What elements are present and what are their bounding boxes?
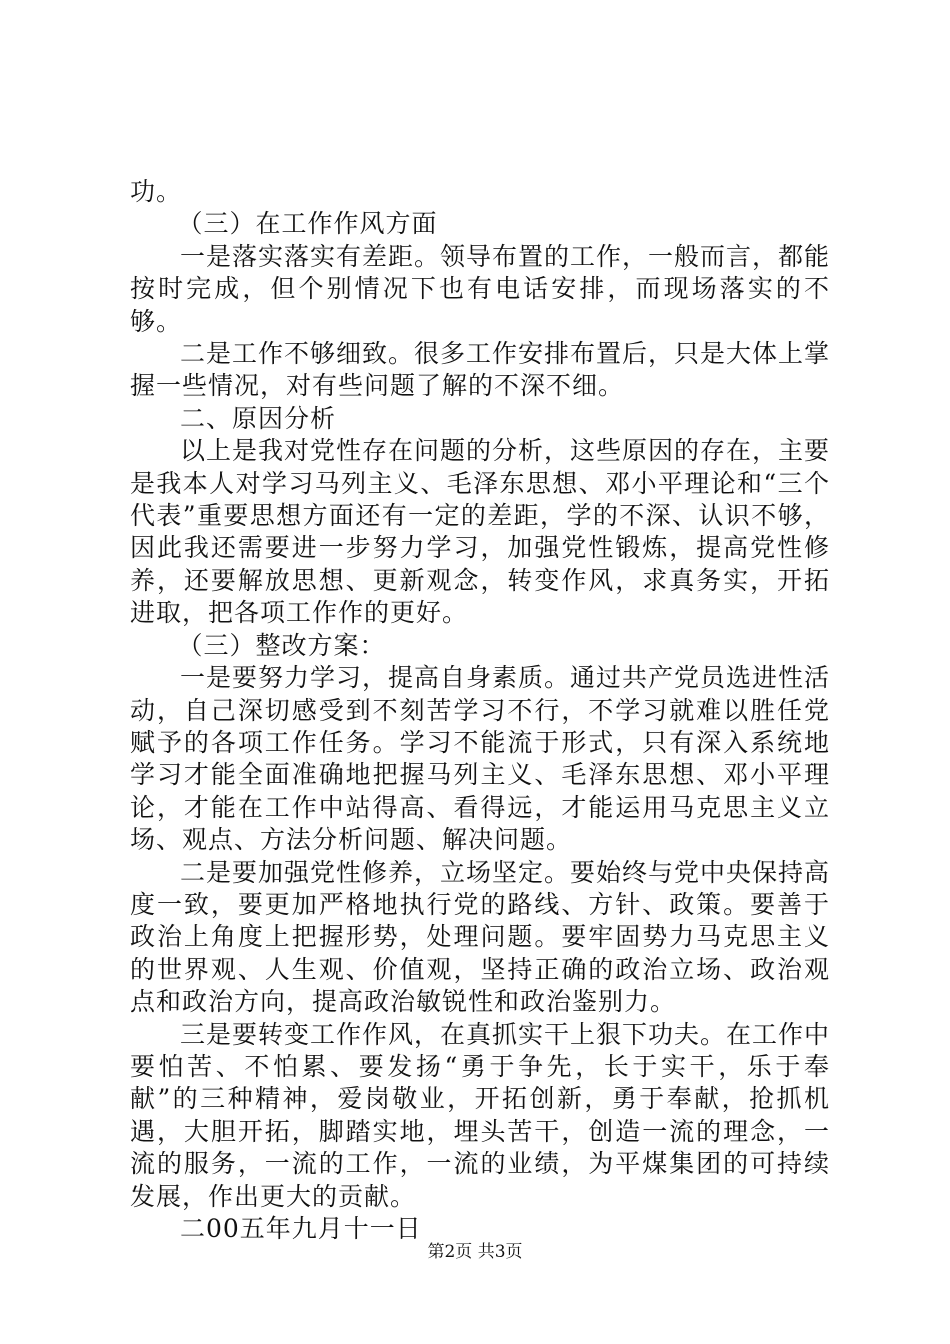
section-heading-rectification-plan: （三）整改方案： <box>177 630 386 660</box>
paragraph-continuation: 功。 <box>130 177 183 206</box>
document-body <box>130 176 830 1245</box>
paragraph-work-style-2: 二是工作不够细致。很多工作安排布置后，只是大体上掌握一些情况，对有些问题了解的不深不细。 <box>130 339 831 401</box>
paragraph-plan-2: 二是要加强党性修养，立场坚定。要始终与党中央保持高度一致，要更加严格地执行党的路线、方针、政策。要善于政治上角度上把握形势，处理问题。要牢固势力马克思主义的世界观、人生观、价值观，坚持正确的政治立场、政治观点和政治方向，提高政治敏锐性和政治鉴别力。 <box>130 857 831 1017</box>
page-footer <box>0 1242 950 1262</box>
document-date: 二00五年九月十一日 <box>180 1214 422 1243</box>
page-number-label: 第2页 共3页 <box>427 1242 523 1262</box>
paragraph-plan-1: 一是要努力学习，提高自身素质。通过共产党员选进性活动，自己深切感受到不刻苦学习不行，不学习就难以胜任党赋予的各项工作任务。学习不能流于形式，只有深入系统地学习才能全面准确地把握马列主义、毛泽东思想、邓小平理论，才能在工作中站得高、看得远，才能运用马克思主义立场、观点、方法分析问题、解决问题。 <box>130 663 831 855</box>
paragraph-work-style-1: 一是落实落实有差距。领导布置的工作，一般而言，都能按时完成，但个别情况下也有电话安排，而现场落实的不够。 <box>130 241 831 336</box>
section-heading-work-style: （三）在工作作风方面 <box>177 209 438 239</box>
paragraph-plan-3: 三是要转变工作作风，在真抓实干上狠下功夫。在工作中要怕苦、不怕累、要发扬“勇于争先，长于实干，乐于奉献”的三种精神，爱岗敬业，开拓创新，勇于奉献，抢抓机遇，大胆开拓，脚踏实地，埋头苦干，创造一流的理念，一流的服务，一流的工作，一流的业绩，为平煤集团的可持续发展，作出更大的贡献。 <box>130 1019 831 1211</box>
section-heading-cause-analysis: 二、原因分析 <box>180 403 337 433</box>
paragraph-cause-analysis: 以上是我对党性存在问题的分析，这些原因的存在，主要是我本人对学习马列主义、毛泽东思想、邓小平理论和“三个代表”重要思想方面还有一定的差距，学的不深、认识不够，因此我还需要进一步努力学习，加强党性锻炼，提高党性修养，还要解放思想、更新观念，转变作风，求真务实，开拓进取，把各项工作作的更好。 <box>130 436 831 628</box>
